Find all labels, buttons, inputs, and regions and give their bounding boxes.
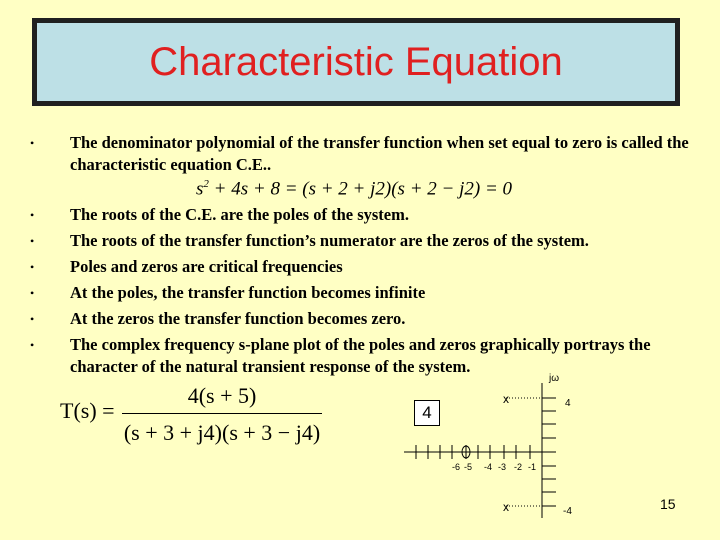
bullet-dot: • [30, 234, 35, 248]
bullet-dot: • [30, 338, 35, 352]
bullet-dot: • [30, 136, 35, 150]
eq-s: s [196, 178, 204, 200]
x-tick-label: -5 [463, 462, 473, 472]
pole-marker: x [503, 392, 509, 406]
eq-rest: + 4s + 8 = (s + 2 + j2)(s + 2 − j2) = 0 [208, 178, 513, 200]
bullet-dot: • [30, 312, 35, 326]
y-bottom-label: -4 [563, 506, 572, 517]
gain-box: 4 [414, 400, 440, 426]
bullet-dot: • [30, 286, 35, 300]
jw-label: jω [549, 373, 560, 384]
eq-exponent: 2 [203, 178, 209, 190]
bullet-text: The roots of the C.E. are the poles of the system. [70, 205, 409, 224]
bullet-text: The complex frequency s-plane plot of the poles and zeros graphically portrays the character of the natural transient response of the system. [70, 335, 651, 376]
x-tick-label: -2 [513, 462, 523, 472]
slide-title: Characteristic Equation [149, 39, 563, 84]
pole-marker: x [503, 500, 509, 514]
tf-lhs: T(s) = [60, 398, 115, 423]
bullet-dot: • [30, 208, 35, 222]
bullet-text: At the poles, the transfer function becomes infinite [70, 283, 426, 302]
x-tick-label: -3 [497, 462, 507, 472]
bullet-text: Poles and zeros are critical frequencies [70, 257, 343, 276]
bullet-dot: • [30, 260, 35, 274]
x-tick-label: -1 [527, 462, 537, 472]
bullet-text: The denominator polynomial of the transfer function when set equal to zero is called the characteristic equation C.E.. [70, 133, 689, 174]
x-tick-label: -4 [483, 462, 493, 472]
tf-numerator: 4(s + 5) [187, 383, 257, 408]
tf-denominator: (s + 3 + j4)(s + 3 − j4) [123, 420, 321, 445]
bullet-text: At the zeros the transfer function becomes zero. [70, 309, 406, 328]
bullet-text: The roots of the transfer function’s numerator are the zeros of the system. [70, 231, 589, 250]
x-tick-label: -6 [451, 462, 461, 472]
page-number: 15 [660, 496, 676, 512]
y-top-label: 4 [565, 398, 571, 409]
